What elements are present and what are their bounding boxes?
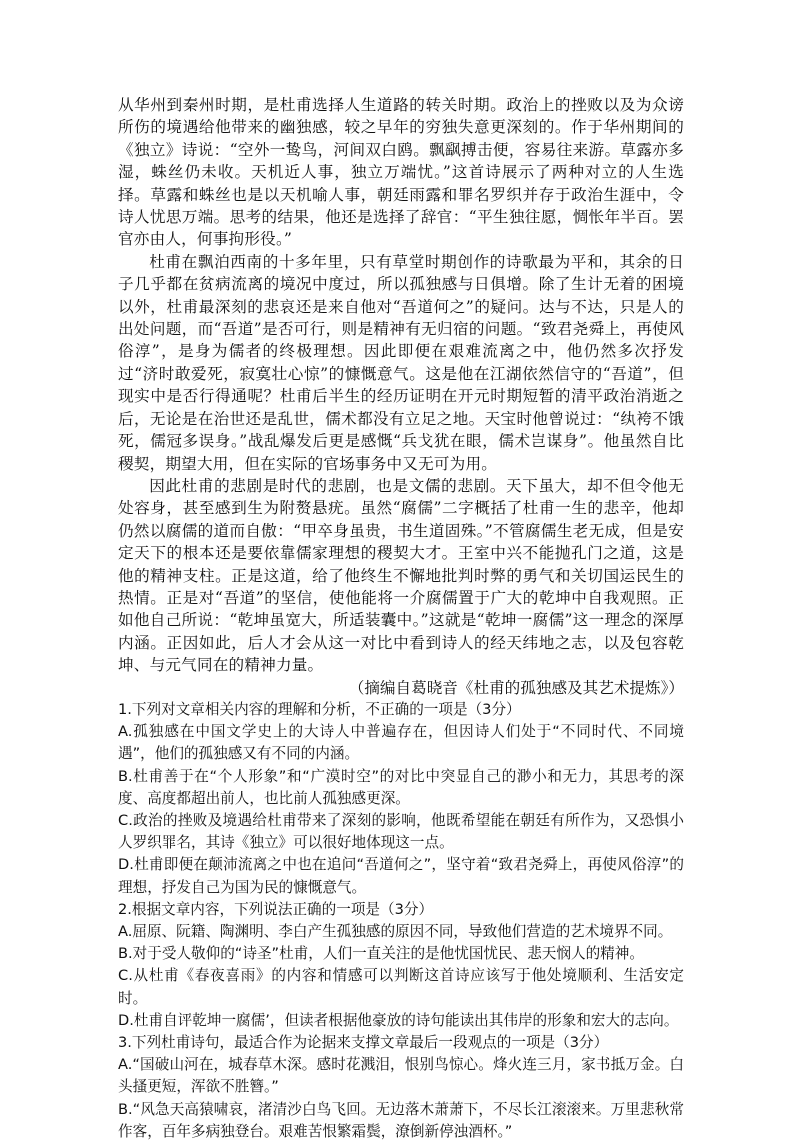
question-option-b: B.“风急天高猿啸哀，渚清沙白鸟飞回。无边落木萧萧下，不尽长江滚滚来。万里悲秋常作客，百年多病独登台。艰难苦恨繁霜鬓，潦倒新停浊酒杯。” — [118, 1100, 684, 1140]
question-option-d: D.杜甫即便在颠沛流离之中也在追问“吾道何之”，坚守着“致君尧舜上，再使风俗淳”的理想，抒发自己为国为民的慷慨意气。 — [118, 856, 684, 896]
question-option-c: C.政治的挫败及境遇给杜甫带来了深刻的影响，他既希望能在朝廷有所作为，又恐惧小人罗织罪名，其诗《独立》可以很好地体现这一点。 — [118, 811, 684, 852]
question-2 — [118, 899, 684, 1032]
question-3 — [118, 1032, 684, 1143]
article-paragraph-3: 因此杜甫的悲剧是时代的悲剧，也是文儒的悲剧。天下虽大，却不但令他无处容身，甚至感到生为附赘悬疣。虽然“腐儒”二字概括了杜甫一生的悲辛，他却仍然以腐儒的道而自傲：“甲卒身虽贵，书生道固殊。”不管腐儒生老无成，但是安定天下的根本还是要依靠儒家理想的稷契大才。王室中兴不能抛孔门之道，这是他的精神支柱。正是这道，给了他终生不懈地批判时弊的勇气和关切国运民生的热情。正是对“吾道”的坚信，使他能将一介腐儒置于广大的乾坤中自我观照。正如他自己所说：“乾坤虽宽大，所适装囊中。”这就是“乾坤一腐儒”这一理念的深厚内涵。正因如此，后人才会从这一对比中看到诗人的经天纬地之志，以及包容乾坤、与元气同在的精神力量。 — [118, 476, 684, 675]
question-stem: 1.下列对文章相关内容的理解和分析，不正确的一项是（3分） — [118, 700, 521, 718]
question-option-b: B.杜甫善于在“个人形象”和“广漠时空”的对比中突显自己的渺小和无力，其思考的深度、高度都超出前人，也比前人孤独感更深。 — [118, 767, 684, 807]
question-option-a: A.屈原、阮籍、陶渊明、李白产生孤独感的原因不同，导致他们营造的艺术境界不同。 — [118, 923, 673, 940]
document-body — [118, 94, 684, 1143]
article-paragraph-2: 杜甫在飘泊西南的十多年里，只有草堂时期创作的诗歌最为平和，其余的日子几乎都在贫病流离的境况中度过，所以孤独感与日俱增。除了生计无着的困境以外，杜甫最深刻的悲哀还是来自他对“吾道何之”的疑问。达与不达，只是人的出处问题，而“吾道”是否可行，则是精神有无归宿的问题。“致君尧舜上，再使风俗淳”，是身为儒者的终极理想。因此即便在艰难流离之中，他仍然多次抒发过“济时敢爱死，寂寞壮心惊”的慷慨意气。这是他在江湖依然信守的“吾道”，但现实中是否行得通呢？杜甫后半生的经历证明在开元时期短暂的清平政治消逝之后，无论是在治世还是乱世，儒术都没有立足之地。天宝时他曾说过：“纨袴不饿死，儒冠多误身。”战乱爆发后更是感慨“兵戈犹在眼，儒术岂谋身”。他虽然自比稷契，期望大用，但在实际的官场事务中又无可为用。 — [118, 252, 684, 473]
article-source: （摘编自葛晓音《杜甫的孤独感及其艺术提炼》） — [348, 678, 684, 697]
article-paragraph-1: 从华州到秦州时期，是杜甫选择人生道路的转关时期。政治上的挫败以及为众谤所伤的境遇给他带来的幽独感，较之早年的穷独失意更深刻的。作于华州期间的《独立》诗说：“空外一鸷鸟，河间双白鸥。飘飖搏击便，容易往来游。草露亦多湿，蛛丝仍未收。天机近人事，独立万端忧。”这首诗展示了两种对立的人生选择。草露和蛛丝也是以天机喻人事，朝廷雨露和罪名罗织并存于政治生涯中，令诗人忧思万端。思考的结果，他还是选择了辞官：“平生独往愿，惆怅年半百。罢官亦由人，何事拘形役。” — [118, 96, 684, 249]
question-1 — [118, 699, 684, 899]
question-option-b: B.对于受人敬仰的“诗圣”杜甫，人们一直关注的是他忧国忧民、悲天悯人的精神。 — [118, 945, 644, 963]
question-option-d: D.杜甫自评乾坤一腐儒’，但读者根据他豪放的诗句能读出其伟岸的形象和宏大的志向。 — [118, 1011, 679, 1029]
question-option-a: A.孤独感在中国文学史上的大诗人中普遍存在，但因诗人们处于“不同时代、不同境遇”，他们的孤独感又有不同的内涵。 — [118, 723, 684, 763]
question-option-a: A.“国破山河在，城春草木深。感时花溅泪，恨别鸟惊心。烽火连三月，家书抵万金。白头搔更短，浑欲不胜簪。” — [118, 1056, 684, 1096]
question-option-c: C.从杜甫《春夜喜雨》的内容和情感可以判断这首诗应该写于他处境顺利、生活安定时。 — [118, 967, 684, 1007]
question-stem: 3.下列杜甫诗句，最适合作为论据来支撑文章最后一段观点的一项是（3分） — [118, 1034, 609, 1052]
question-stem: 2.根据文章内容，下列说法正确的一项是（3分） — [118, 900, 434, 918]
